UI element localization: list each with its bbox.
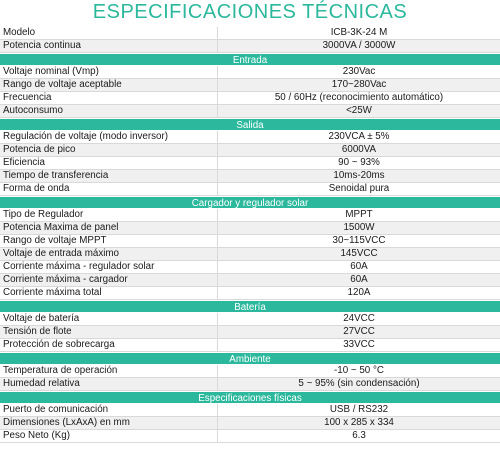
spec-row (0, 274, 500, 287)
spec-value: 1500W (343, 222, 375, 233)
section-header: Entrada (0, 53, 500, 66)
section-rows (0, 131, 500, 196)
spec-label: Eficiencia (0, 157, 218, 169)
spec-row (0, 326, 500, 339)
section-header: Especificaciones físicas (0, 391, 500, 404)
spec-value: 3000VA / 3000W (322, 40, 396, 51)
section-header: Batería (0, 300, 500, 313)
spec-row (0, 313, 500, 326)
spec-label: Puerto de comunicación (0, 404, 218, 416)
spec-label: Forma de onda (0, 183, 218, 195)
spec-value: 230Vac (342, 66, 376, 77)
spec-row (0, 222, 500, 235)
spec-row (0, 144, 500, 157)
spec-row (0, 92, 500, 105)
spec-label: Potencia Maxima de panel (0, 222, 218, 234)
section-header: Salida (0, 118, 500, 131)
spec-value: 60A (350, 261, 368, 272)
spec-label: Protección de sobrecarga (0, 339, 218, 351)
spec-value: 10ms-20ms (333, 170, 385, 181)
spec-label: Peso Neto (Kg) (0, 430, 218, 442)
spec-value: MPPT (345, 209, 373, 220)
section-rows (0, 404, 500, 443)
spec-table (0, 27, 500, 443)
spec-value: 30~115VCC (332, 235, 386, 246)
spec-value: 100 x 285 x 334 (324, 417, 394, 428)
section-header: Ambiente (0, 352, 500, 365)
spec-label: Dimensiones (LxAxA) en mm (0, 417, 218, 429)
spec-value: ICB-3K-24 M (330, 27, 388, 38)
spec-row (0, 131, 500, 144)
spec-label: Humedad relativa (0, 378, 218, 390)
spec-label: Voltaje de batería (0, 313, 218, 325)
spec-value: 5 ~ 95% (sin condensación) (298, 378, 420, 389)
spec-row (0, 105, 500, 118)
spec-label: Modelo (0, 27, 218, 39)
spec-label: Frecuencia (0, 92, 218, 104)
spec-value: 145VCC (340, 248, 378, 259)
spec-value: 90 ~ 93% (338, 157, 380, 168)
section-rows (0, 313, 500, 352)
spec-value: 6000VA (341, 144, 377, 155)
spec-value: 6.3 (352, 430, 366, 441)
spec-label: Regulación de voltaje (modo inversor) (0, 131, 218, 143)
spec-value: -10 ~ 50 °C (334, 365, 384, 376)
section-header: Cargador y regulador solar (0, 196, 500, 209)
spec-value: 50 / 60Hz (reconocimiento automático) (274, 92, 444, 103)
spec-row (0, 404, 500, 417)
spec-row (0, 417, 500, 430)
spec-row (0, 66, 500, 79)
spec-label: Tensión de flote (0, 326, 218, 338)
spec-label: Potencia continua (0, 40, 218, 52)
spec-value: 60A (350, 274, 368, 285)
spec-label: Tiempo de transferencia (0, 170, 218, 182)
spec-value: <25W (346, 105, 372, 116)
spec-label: Voltaje de entrada máximo (0, 248, 218, 260)
spec-row (0, 170, 500, 183)
spec-row (0, 339, 500, 352)
spec-row (0, 365, 500, 378)
spec-value: Senoidal pura (328, 183, 390, 194)
spec-row (0, 27, 500, 40)
spec-value: 230VCA ± 5% (328, 131, 390, 142)
spec-label: Corriente máxima total (0, 287, 218, 299)
spec-label: Temperatura de operación (0, 365, 218, 377)
section-rows (0, 66, 500, 118)
spec-row (0, 248, 500, 261)
spec-value: 27VCC (343, 326, 375, 337)
spec-label: Tipo de Regulador (0, 209, 218, 221)
spec-row (0, 209, 500, 222)
spec-row (0, 235, 500, 248)
section-rows (0, 209, 500, 300)
spec-label: Autoconsumo (0, 105, 218, 117)
section-rows (0, 27, 500, 53)
spec-row (0, 378, 500, 391)
spec-value: USB / RS232 (329, 404, 389, 415)
spec-value: 24VCC (343, 313, 375, 324)
spec-value: 170~280Vac (331, 79, 387, 90)
spec-label: Rango de voltaje aceptable (0, 79, 218, 91)
section-rows (0, 365, 500, 391)
spec-row (0, 183, 500, 196)
spec-row (0, 157, 500, 170)
spec-row (0, 287, 500, 300)
spec-value: 120A (347, 287, 371, 298)
spec-value: 33VCC (343, 339, 375, 350)
spec-row (0, 430, 500, 443)
spec-label: Corriente máxima - cargador (0, 274, 218, 286)
spec-row (0, 261, 500, 274)
spec-row (0, 79, 500, 92)
spec-label: Rango de voltaje MPPT (0, 235, 218, 247)
spec-row (0, 40, 500, 53)
spec-label: Potencia de pico (0, 144, 218, 156)
page-title: ESPECIFICACIONES TÉCNICAS (92, 1, 408, 23)
spec-label: Voltaje nominal (Vmp) (0, 66, 218, 78)
spec-label: Corriente máxima - regulador solar (0, 261, 218, 273)
